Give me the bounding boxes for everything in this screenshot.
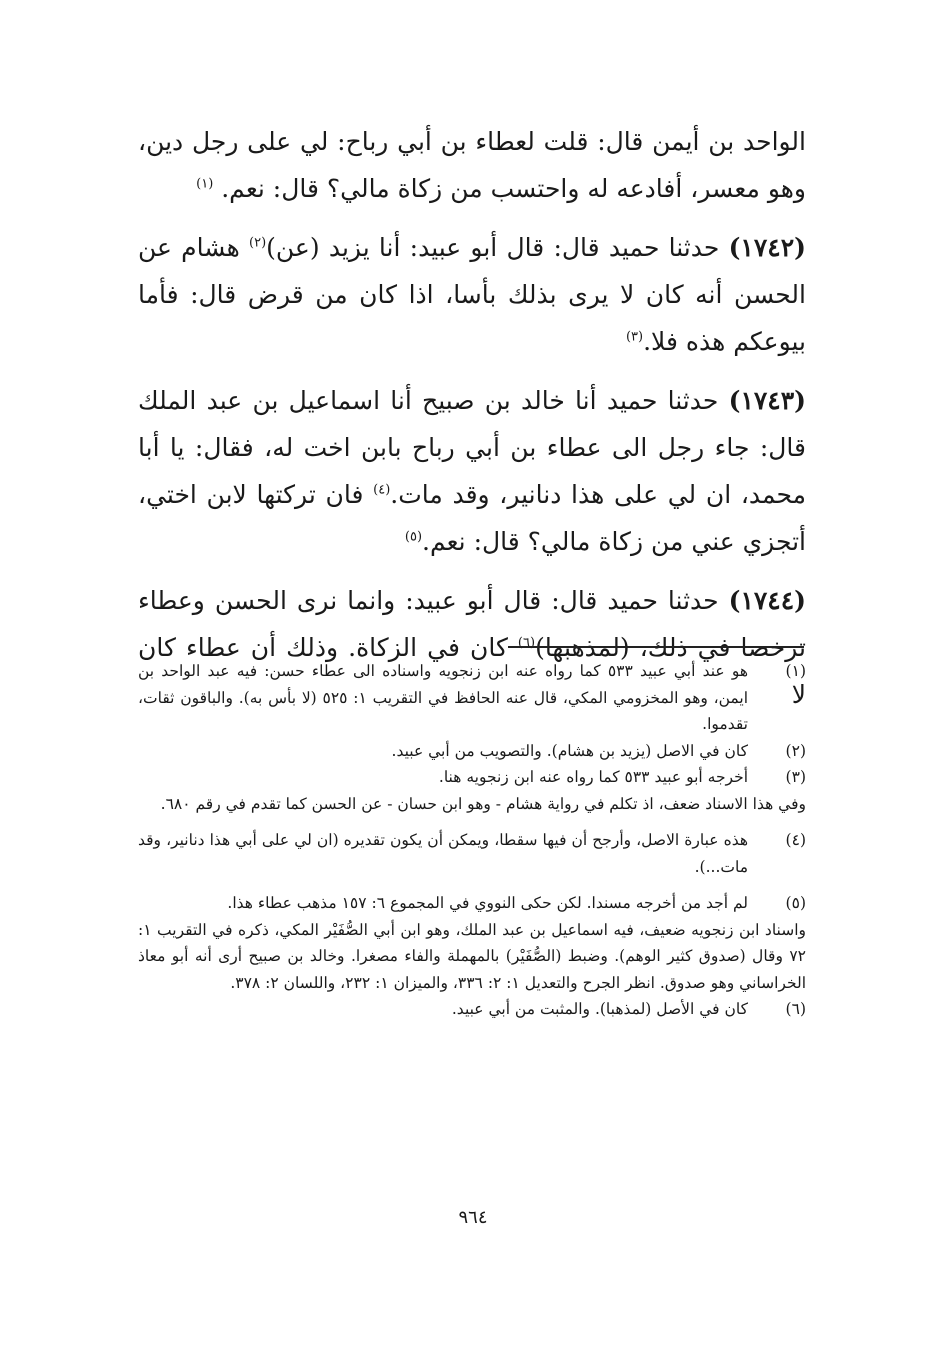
paragraph-1744-text-a: حدثنا حميد قال: قال أبو عبيد: وانما نرى الحسن وعطاء ترخصا في ذلك، (لمذهبها) xyxy=(138,586,807,662)
footnote-2 xyxy=(138,738,806,765)
footnote-text: هو عند أبي عبيد ٥٣٣ كما رواه عنه ابن زنجويه واسناده الى عطاء حسن: فيه عبد الواحد بن ايمن، وهو المخزومي المكي، قال عنه الحافظ في التقريب ١: ٥٢٥ (لا بأس به). والباقون ثقات، تقدموا. xyxy=(138,662,749,733)
footnote-ref-3: (٣) xyxy=(625,329,644,345)
footnote-5 xyxy=(138,890,806,917)
hadith-number-1743: (١٧٤٣) xyxy=(728,386,806,415)
paragraph-1-text: الواحد بن أيمن قال: قلت لعطاء بن أبي رباح: لي على رجل دين، وهو معسر، أفادعه له واحتسب من زكاة مالي؟ قال: نعم. xyxy=(138,127,806,203)
footnote-text: لم أجد من أخرجه مسندا. لكن حكى النووي في المجموع ٦: ١٥٧ مذهب عطاء هذا. xyxy=(227,894,748,912)
footnote-ref-1: (١) xyxy=(196,176,214,192)
footnote-ref-4: (٤) xyxy=(373,482,391,498)
footnote-ref-5: (٥) xyxy=(404,529,423,545)
paragraph-1743-text-a: حدثنا حميد أنا خالد بن صبيح أنا اسماعيل بن عبد الملك قال: جاء رجل الى عطاء بن أبي رباح بابن اخت له، فقال: يا أبا محمد، ان لي على هذا دنانير، وقد مات. xyxy=(138,386,806,509)
footnote-label: (٦) xyxy=(785,1000,806,1018)
paragraph-1742-text-b: هشام عن الحسن أنه كان لا يرى بذلك بأسا، اذا كان من قرض قال: فأما بيوعكم هذه فلا. xyxy=(138,233,806,356)
paragraph-1742-text-a: حدثنا حميد قال: قال أبو عبيد: أنا يزيد (عن) xyxy=(266,233,729,262)
footnote-6 xyxy=(138,996,806,1023)
paragraph-1743-text-b: فان تركتها لابن اختي، أتجزي عني من زكاة مالي؟ قال: نعم. xyxy=(138,480,806,556)
hadith-number-1742: (١٧٤٢) xyxy=(728,233,806,262)
hadith-number-1744: (١٧٤٤) xyxy=(728,586,806,615)
main-text xyxy=(138,118,806,730)
footnote-label: (٥) xyxy=(785,894,806,912)
paragraph-1743 xyxy=(138,377,806,565)
footnote-extra-text: واسناد ابن زنجويه ضعيف، فيه اسماعيل بن عبد الملك، وهو ابن أبي الصُّفَيْر المكي، ذكره في التقريب ١: ٧٢ وقال (صدوق كثير الوهم). وضبط (الصُّفَيْر) بالمهملة والفاء مصغرا. وخالد بن صبيح أرى أنه أبو معاذ الخراساني وهو صدوق. انظر الجرح والتعديل ١: ٢: ٣٣٦، والميزان ١: ٢٣٢، واللسان ٢: ٣٧٨. xyxy=(138,920,806,992)
footnote-3-continued xyxy=(138,791,806,818)
footnote-3 xyxy=(138,764,806,791)
footnotes xyxy=(138,658,806,1023)
footnote-text: كان في الاصل (يزيد بن هشام). والتصويب من أبي عبيد. xyxy=(391,741,748,760)
footnote-1 xyxy=(138,658,806,738)
footnote-label: (٢) xyxy=(785,741,806,760)
footnote-ref-6: (٦) xyxy=(517,635,536,651)
footnote-text: كان في الأصل (لمذهبا). والمثبت من أبي عبيد. xyxy=(451,1000,748,1018)
footnote-ref-2: (٢) xyxy=(249,235,267,251)
footnote-label: (٣) xyxy=(785,768,806,786)
paragraph-1744-text-b: كان في الزكاة. وذلك أن عطاء كان لا xyxy=(138,633,806,709)
footnote-text: أخرجه أبو عبيد ٥٣٣ كما رواه عنه ابن زنجويه هنا. xyxy=(438,768,748,786)
page-number: ٩٦٤ xyxy=(458,1207,488,1228)
footnote-text: هذه عبارة الاصل، وأرجح أن فيها سقطا، ويمكن أن يكون تقديره (ان لي على أبي هذا دنانير، وقد مات...). xyxy=(138,831,748,876)
footnote-5-continued xyxy=(138,917,806,997)
paragraph-1742 xyxy=(138,224,806,365)
footnote-label: (٤) xyxy=(785,831,806,849)
footnote-4 xyxy=(138,827,806,880)
footnote-label: (١) xyxy=(785,662,806,680)
paragraph-1 xyxy=(138,118,806,212)
footnote-divider xyxy=(508,646,804,648)
footnote-extra-text: وفي هذا الاسناد ضعف، اذ تكلم في رواية هشام - وهو ابن حسان - عن الحسن كما تقدم في رقم ٦٨٠. xyxy=(160,794,806,813)
